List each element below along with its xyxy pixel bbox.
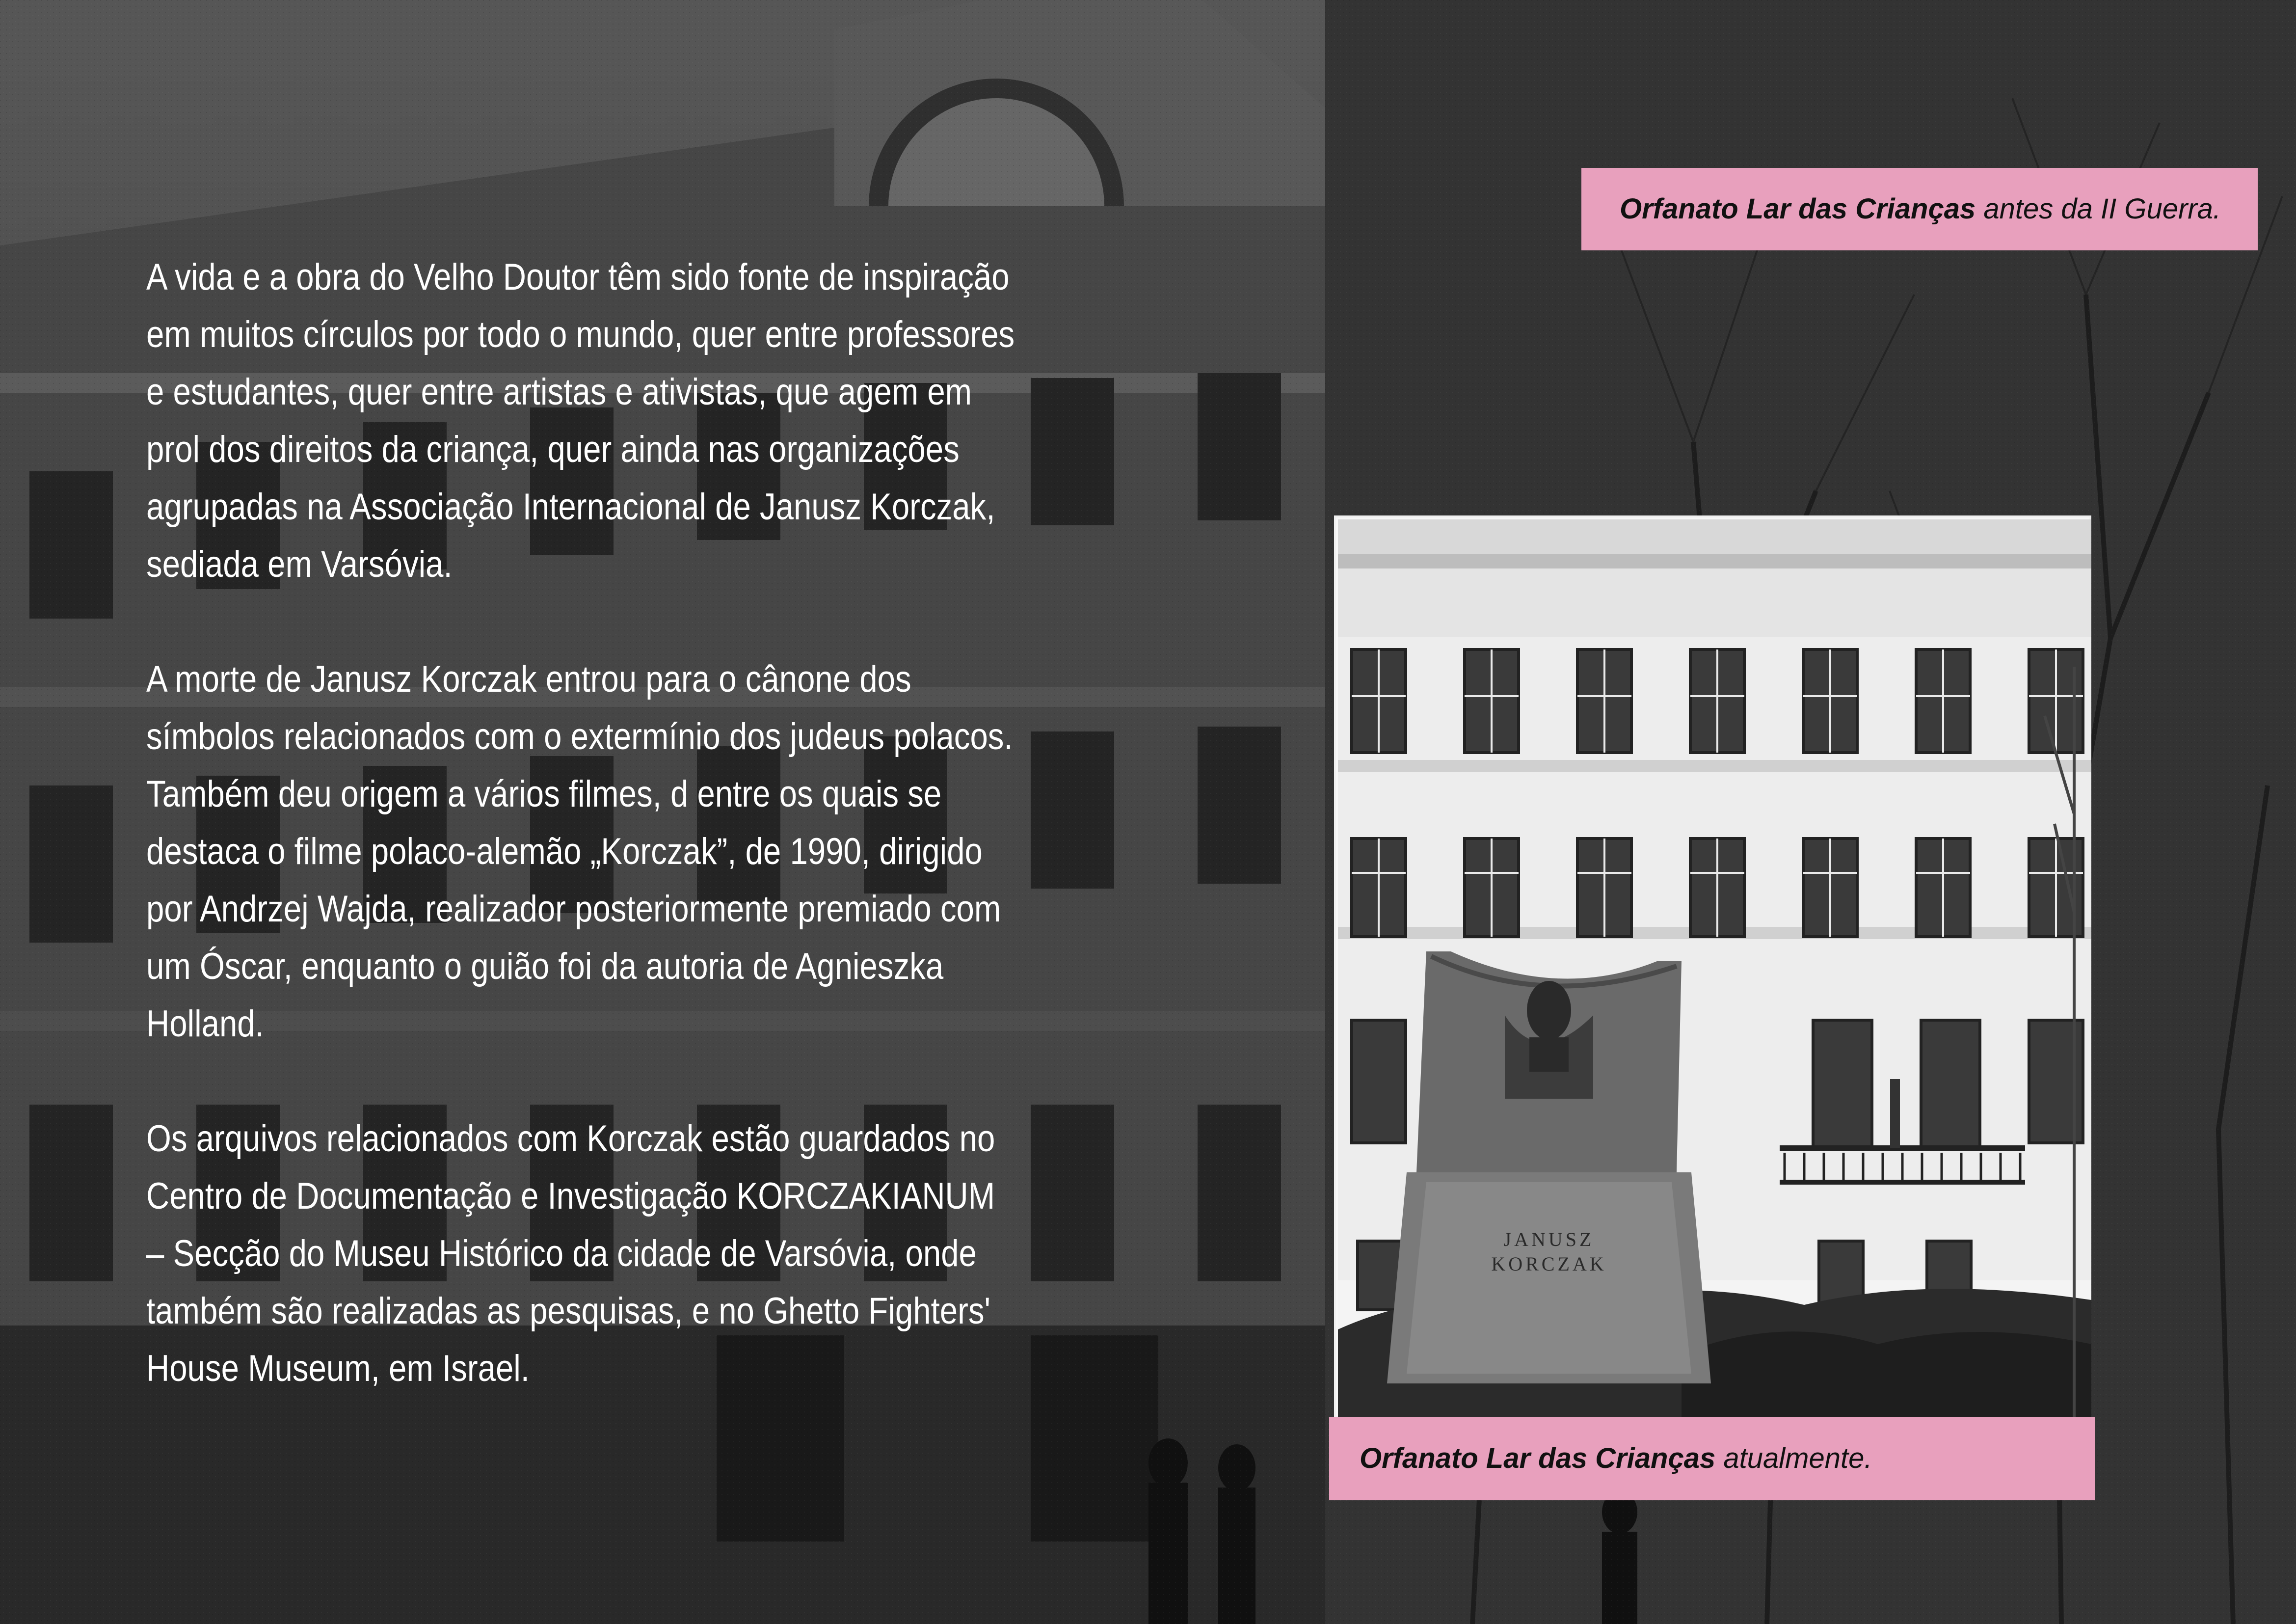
photo-orphanage-today bbox=[1334, 515, 2091, 1418]
paragraph-1-line-6: sediada em Varsóvia. bbox=[146, 543, 453, 585]
paragraph-3 bbox=[146, 1110, 1210, 1397]
orphanage-today-image bbox=[1338, 519, 2091, 1418]
paragraph-1-line-4: prol dos direitos da criança, quer ainda nas organizações bbox=[146, 429, 960, 470]
monument-inscription-line-2: KORCZAK bbox=[1491, 1253, 1607, 1275]
body-text bbox=[146, 248, 1210, 1397]
paragraph-1-line-1: A vida e a obra do Velho Doutor têm sido fonte de inspiração bbox=[146, 256, 1010, 298]
caption-today-rest: atualmente. bbox=[1715, 1442, 1872, 1474]
paragraph-2-line-2: símbolos relacionados com o extermínio dos judeus polacos. bbox=[146, 716, 1013, 758]
caption-before-war-rest: antes da II Guerra. bbox=[1976, 193, 2221, 225]
paragraph-2-line-1: A morte de Janusz Korczak entrou para o cânone dos bbox=[146, 658, 911, 700]
caption-before-war bbox=[1581, 168, 2258, 250]
paragraph-2-line-5: por Andrzej Wajda, realizador posteriormente premiado com bbox=[146, 888, 1001, 930]
paragraph-3-line-5: House Museum, em Israel. bbox=[146, 1348, 530, 1389]
paragraph-1-line-5: agrupadas na Associação Internacional de Janusz Korczak, bbox=[146, 486, 995, 528]
caption-today bbox=[1329, 1417, 2095, 1500]
paragraph-3-line-1: Os arquivos relacionados com Korczak estão guardados no bbox=[146, 1118, 995, 1160]
paragraph-2-line-6: um Óscar, enquanto o guião foi da autoria de Agnieszka bbox=[146, 946, 944, 987]
monument-inscription-line-1: JANUSZ bbox=[1503, 1228, 1595, 1250]
paragraph-3-line-2: Centro de Documentação e Investigação KORCZAKIANUM bbox=[146, 1175, 995, 1217]
paragraph-1-line-3: e estudantes, quer entre artistas e ativistas, que agem em bbox=[146, 371, 972, 413]
paragraph-1-line-2: em muitos círculos por todo o mundo, quer entre professores bbox=[146, 314, 1015, 355]
caption-before-war-bold: Orfanato Lar das Crianças bbox=[1620, 193, 1976, 225]
paragraph-1 bbox=[146, 248, 1210, 593]
caption-today-bold: Orfanato Lar das Crianças bbox=[1360, 1442, 1716, 1474]
paragraph-2-line-3: Também deu origem a vários filmes, d entre os quais se bbox=[146, 773, 942, 815]
paragraph-2-line-7: Holland. bbox=[146, 1003, 264, 1045]
paragraph-2 bbox=[146, 650, 1210, 1053]
paragraph-2-line-4: destaca o filme polaco-alemão „Korczak”, de 1990, dirigido bbox=[146, 831, 983, 872]
paragraph-3-line-4: também são realizadas as pesquisas, e no Ghetto Fighters' bbox=[146, 1290, 991, 1332]
paragraph-3-line-3: – Secção do Museu Histórico da cidade de Varsóvia, onde bbox=[146, 1233, 977, 1274]
